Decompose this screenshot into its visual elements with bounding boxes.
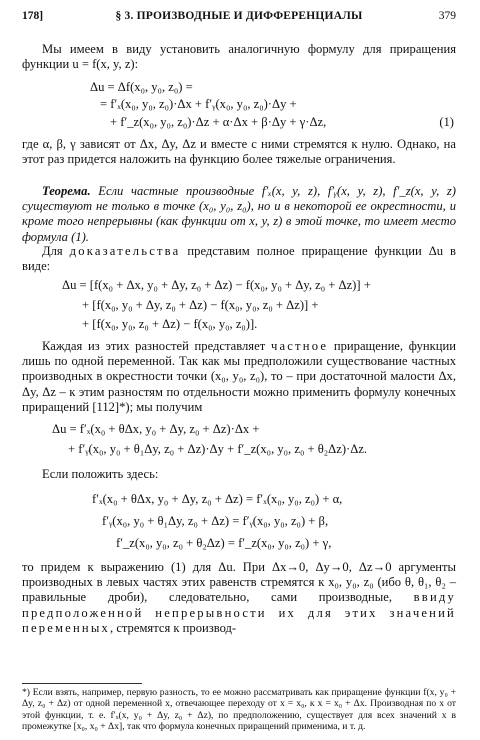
theorem-label: Теорема. [42,184,91,198]
formula-1-line-3: + f′_z(x₀, y₀, z₀)·Δz + α·Δx + β·Δy + γ·Δz, [110,115,327,129]
conclusion-spaced: ввиду предположенной непрерывности их для этих значений переменных [22,590,456,635]
formula-1-line-2: = f′ₓ(x₀, y₀, z₀)·Δx + f′ᵧ(x₀, y₀, z₀)·Δy + [100,97,297,111]
section-title: § 3. ПРОИЗВОДНЫЕ И ДИФФЕРЕНЦИАЛЫ [115,10,363,22]
formula-2-line-1: Δu = [f(x₀ + Δx, y₀ + Δy, z₀ + Δz) − f(x₀, y₀ + Δy, z₀ + Δz)] + [62,278,371,292]
formula-3-line-2: + f′ᵧ(x₀, y₀ + θ₁Δy, z₀ + Δz)·Δy + f′_z(x₀, y₀, z₀ + θ₂Δz)·Δz. [68,442,368,456]
partial-increments-spaced: частное [270,339,329,353]
paragraph-setting: Если положить здесь: [42,467,159,481]
proof-intro-spaced: доказательства [69,244,181,258]
paragraph-partial-increments [22,339,456,415]
theorem-text: Если частные производные f′ₓ(x, y, z), f′ᵧ(x, y, z), f′_z(x, y, z) существуют не только в точке (x₀, y₀, z₀), но и в некоторой ее окрестности, и кроме того непрерывны (как функции от x, y, z) в этой точке, то имеет место формула (1). [22,184,456,244]
formula-2-line-3: + [f(x₀, y₀, z₀ + Δz) − f(x₀, y₀, z₀)]. [82,317,258,331]
formula-3-line-1: Δu = f′ₓ(x₀ + θΔx, y₀ + Δy, z₀ + Δz)·Δx + [52,422,260,436]
formula-4-line-3: f′_z(x₀, y₀, z₀ + θ₂Δz) = f′_z(x₀, y₀, z₀) + γ, [116,536,332,550]
running-header [22,10,456,26]
proof-intro-rest: представим полное приращение функции Δu в виде: [22,244,456,274]
paragraph-intro: Мы имеем в виду установить аналогичную формулу для приращения функции u = f(x, y, z): [22,42,456,72]
paragraph-proof-intro [22,244,456,274]
paragraph-conditions: где α, β, γ зависят от Δx, Δy, Δz и вместе с ними стремятся к нулю. Однако, на этот раз придется наложить на функцию более тяжелые ограничения. [22,137,456,167]
proof-intro-lead: Для [42,244,70,258]
formula-1-number: (1) [439,115,454,129]
theorem [22,184,456,245]
footnote-divider [22,683,142,684]
formula-4-line-2: f′ᵧ(x₀, y₀ + θ₁Δy, z₀ + Δz) = f′ᵧ(x₀, y₀, z₀) + β, [102,514,329,528]
page-number: 379 [438,10,456,22]
paragraph-conclusion [22,560,456,636]
partial-increments-lead: Каждая из этих разностей представляет [42,339,271,353]
formula-1-line-1: Δu = Δf(x₀, y₀, z₀) = [90,80,193,94]
footnote: *) Если взять, например, первую разность, то ее можно рассматривать как приращение функции f(x, y₀ + Δy, z₀ + Δz) от одной переменной x, отвечающее переходу от x = x₀, к x = x₀ + Δx. Производная по x от этой функции, т. е. f′ₓ(x, y₀ + Δy, z₀ + Δz), по предположению, существует для всех значений x в промежутке [x₀, x₀ + Δx], так что формула конечных приращений применима, и т. д. [22,687,456,733]
conclusion-rest: , стремятся к производ- [110,620,237,635]
partial-increments-rest: приращение, функции лишь по одной переменной. Так как мы предположили существование частных производных в окрестности точки (x₀, y₀, z₀), то – при достаточной малости Δx, Δy, Δz – к этим разностям по отдельности можно применить формулу конечных приращений [112]*); мы получим [22,339,456,414]
section-ref: 178] [22,10,44,22]
formula-2-line-2: + [f(x₀, y₀ + Δy, z₀ + Δz) − f(x₀, y₀, z₀ + Δz)] + [82,298,319,312]
formula-4-line-1: f′ₓ(x₀ + θΔx, y₀ + Δy, z₀ + Δz) = f′ₓ(x₀, y₀, z₀) + α, [92,492,343,506]
conclusion-lead: то придем к выражению (1) для Δu. При Δx→0, Δy→0, Δz→0 аргументы производных в левых частях этих равенств стремятся к x₀, y₀, z₀ (ибо θ, θ₁, θ₂ – правильные дроби), следовательно, сами производные, [22,560,456,605]
